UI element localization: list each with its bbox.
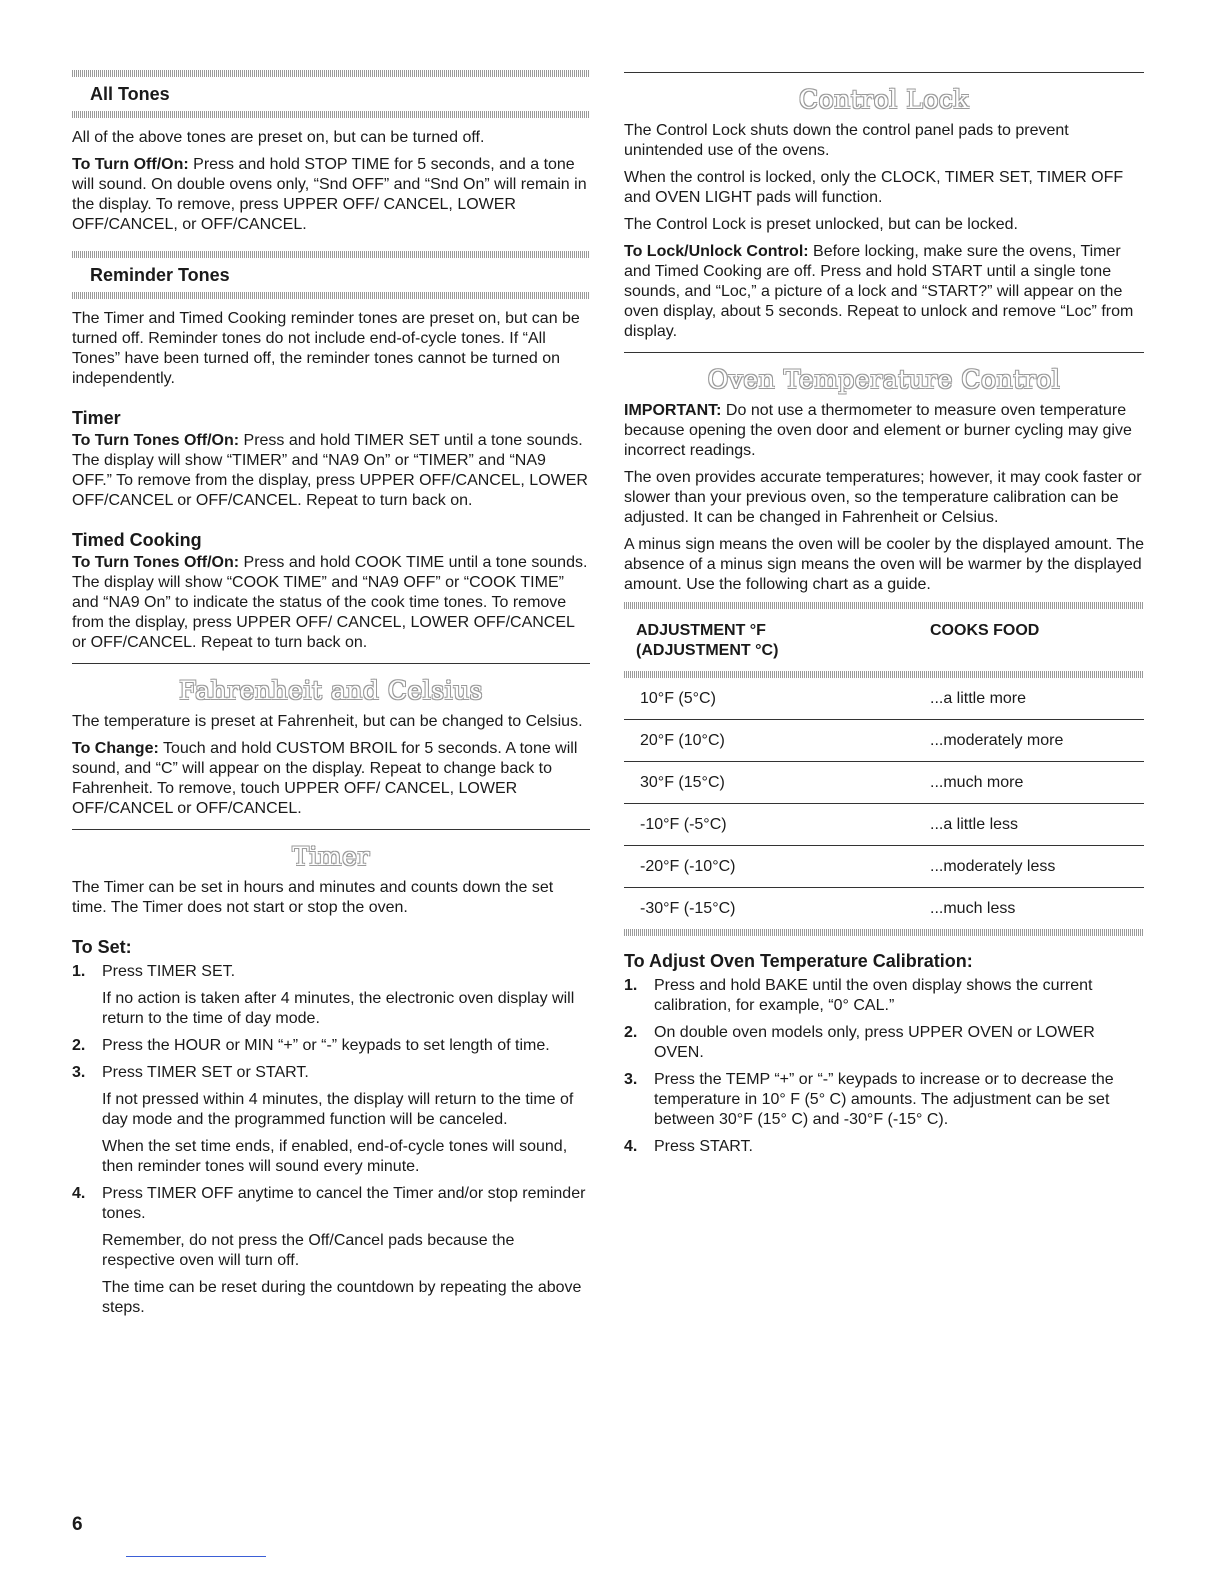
- table-row: [624, 720, 1144, 762]
- control-lock-title: Control Lock: [798, 85, 970, 114]
- table-row: [624, 888, 1144, 930]
- step-item: [624, 976, 1144, 1016]
- footer-link-rule: [126, 1556, 266, 1557]
- hatch-rule: [624, 602, 1144, 609]
- all-tones-instructions: [72, 155, 590, 235]
- timer-steps: [72, 962, 590, 1318]
- section-rule: [624, 72, 1144, 73]
- reminder-tones-text: The Timer and Timed Cooking reminder tones are preset on, but can be turned off. Reminder tones do not include end-of-cycle tones. If “All Tones” have been turned off, the reminder tones cannot be turned on independently.: [72, 310, 580, 387]
- reminder-tones-heading-box: [72, 251, 590, 299]
- text: Press and hold COOK TIME until a tone sounds. The display will show “COOK TIME” and “NA9 OFF” or “COOK TIME” and “NA9 On” to indicate the status of the cook time tones. To remove from the display, press UPPER OFF/ CANCEL, LOWER OFF/CANCEL or OFF/CANCEL. Repeat to turn back on.: [72, 554, 588, 651]
- cooks-cell: ...much more: [930, 762, 1144, 804]
- step-item: [624, 1070, 1144, 1130]
- adj-cell: 30°F (15°C): [624, 762, 930, 804]
- step-note: Remember, do not press the Off/Cancel pads because the respective oven will turn off.: [102, 1232, 515, 1269]
- step-number: 2.: [624, 1024, 638, 1041]
- step-number: 2.: [72, 1037, 86, 1054]
- header-adjustment: [624, 613, 930, 671]
- step-item: [72, 962, 590, 1029]
- step-number: 4.: [624, 1138, 638, 1155]
- table-row: [624, 762, 1144, 804]
- step-text: Press TIMER OFF anytime to cancel the Timer and/or stop reminder tones.: [102, 1185, 586, 1222]
- control-lock-p4: [624, 242, 1144, 342]
- hatch-rule: [72, 70, 590, 77]
- left-column: [72, 70, 590, 1325]
- label: To Lock/Unlock Control:: [624, 243, 809, 260]
- label: To Turn Off/On:: [72, 156, 189, 173]
- table-header-row: [624, 613, 1144, 671]
- step-text: Press TIMER SET or START.: [102, 1064, 309, 1081]
- oven-temp-title: Oven Temperature Control: [707, 365, 1061, 394]
- text: Touch and hold CUSTOM BROIL for 5 seconds. A tone will sound, and “C” will appear on the display. Repeat to change back to Fahrenheit. To remove, touch UPPER OFF/ CANCEL, LOWER OFF/CANCEL or OFF/CANCEL.: [72, 740, 578, 817]
- timer-tones-text: [72, 431, 590, 511]
- table-row: [624, 804, 1144, 846]
- cooks-cell: ...moderately less: [930, 846, 1144, 888]
- step-text: Press TIMER SET.: [102, 963, 236, 980]
- right-column: [624, 70, 1144, 1164]
- timed-cooking-text: [72, 553, 590, 653]
- hatch-rule: [624, 929, 1144, 936]
- reminder-tones-title: Reminder Tones: [90, 265, 230, 285]
- step-note: If no action is taken after 4 minutes, the electronic oven display will return to the time of day mode.: [102, 990, 575, 1027]
- label: To Turn Tones Off/On:: [72, 554, 240, 571]
- cooks-cell: ...much less: [930, 900, 1016, 917]
- fahrenheit-text: The temperature is preset at Fahrenheit, but can be changed to Celsius.: [72, 713, 583, 730]
- control-lock-p3: The Control Lock is preset unlocked, but can be locked.: [624, 216, 1018, 233]
- step-number: 1.: [72, 963, 86, 980]
- all-tones-text: All of the above tones are preset on, but can be turned off.: [72, 129, 485, 146]
- step-text: Press the TEMP “+” or “-” keypads to increase or to decrease the temperature in 10° F (5° C) amounts. The adjustment can be set between 30°F (15° C) and -30°F (-15° C).: [654, 1071, 1114, 1128]
- hatch-rule: [72, 251, 590, 258]
- section-rule: [624, 352, 1144, 353]
- all-tones-title: All Tones: [90, 84, 170, 104]
- label: To Turn Tones Off/On:: [72, 432, 240, 449]
- step-text: Press START.: [654, 1138, 753, 1155]
- step-note: If not pressed within 4 minutes, the display will return to the time of day mode and the programmed function will be canceled.: [102, 1091, 574, 1128]
- step-item: [72, 1184, 590, 1318]
- control-lock-p2: When the control is locked, only the CLOCK, TIMER SET, TIMER OFF and OVEN LIGHT pads will function.: [624, 169, 1124, 206]
- calibration-steps: [624, 976, 1144, 1157]
- oven-temp-important: [624, 401, 1144, 461]
- hatch-rule: [72, 292, 590, 299]
- timer-intro-text: The Timer can be set in hours and minutes and counts down the set time. The Timer does not start or stop the oven.: [72, 879, 554, 916]
- timed-cooking-title: Timed Cooking: [72, 530, 202, 550]
- section-rule: [72, 663, 590, 664]
- header-adj-f: ADJUSTMENT °F: [636, 622, 766, 639]
- adj-cell: -30°F (-15°C): [640, 900, 736, 917]
- step-text: Press the HOUR or MIN “+” or “-” keypads to set length of time.: [102, 1037, 550, 1054]
- table-row: [624, 846, 1144, 888]
- label: To Change:: [72, 740, 159, 757]
- adjust-calibration-title: To Adjust Oven Temperature Calibration:: [624, 951, 973, 971]
- header-cooks-food: COOKS FOOD: [930, 622, 1040, 639]
- adj-cell: 20°F (10°C): [624, 720, 930, 762]
- text: Press and hold STOP TIME for 5 seconds, and a tone will sound. On double ovens only, “Snd OFF” and “Snd On” will remain in the display. To remove, press UPPER OFF/ CANCEL, LOWER OFF/CANCEL, or OFF/CANCEL.: [72, 156, 587, 233]
- timer-section-title: Timer: [292, 842, 370, 871]
- header-adj-c: (ADJUSTMENT °C): [636, 642, 779, 659]
- oven-temp-p2: The oven provides accurate temperatures; however, it may cook faster or slower than your previous oven, so the temperature calibration can be adjusted. It can be changed in Fahrenheit or Celsius.: [624, 469, 1142, 526]
- fahrenheit-celsius-title: Fahrenheit and Celsius: [178, 676, 484, 705]
- hatch-rule: [72, 111, 590, 118]
- fahrenheit-change-text: [72, 739, 590, 819]
- cooks-cell: ...moderately more: [930, 720, 1144, 762]
- adjustment-table: [624, 613, 1144, 929]
- step-number: 4.: [72, 1185, 86, 1202]
- oven-temp-p3: A minus sign means the oven will be cooler by the displayed amount. The absence of a minus sign means the oven will be warmer by the displayed amount. Use the following chart as a guide.: [624, 536, 1144, 593]
- timer-tones-title: Timer: [72, 408, 121, 428]
- text: Press and hold TIMER SET until a tone sounds. The display will show “TIMER” and “NA9 On” or “TIMER” and “NA9 OFF.” To remove from the display, press UPPER OFF/CANCEL, LOWER OFF/CANCEL or OFF/CANCEL. Repeat to turn back on.: [72, 432, 588, 509]
- step-item: [72, 1063, 590, 1177]
- step-number: 3.: [624, 1071, 638, 1088]
- adj-cell: -20°F (-10°C): [624, 846, 930, 888]
- step-number: 3.: [72, 1064, 86, 1081]
- text: Before locking, make sure the ovens, Timer and Timed Cooking are off. Press and hold START until a single tone sounds, and “Loc,” a picture of a lock and “START?” will appear on the oven display, about 5 seconds. Repeat to unlock and remove “Loc” from display.: [624, 243, 1134, 340]
- adj-cell: 10°F (5°C): [624, 678, 930, 720]
- cooks-cell: ...a little more: [930, 678, 1144, 720]
- adj-cell: -10°F (-5°C): [624, 804, 930, 846]
- control-lock-p1: The Control Lock shuts down the control panel pads to prevent unintended use of the ovens.: [624, 122, 1069, 159]
- table-row: [624, 678, 1144, 720]
- step-item: [624, 1023, 1144, 1063]
- to-set-title: To Set:: [72, 937, 132, 957]
- section-rule: [72, 829, 590, 830]
- step-text: Press and hold BAKE until the oven display shows the current calibration, for example, “0° CAL.”: [654, 977, 1093, 1014]
- hatch-rule: [624, 671, 1144, 678]
- label: IMPORTANT:: [624, 402, 722, 419]
- step-text: On double oven models only, press UPPER OVEN or LOWER OVEN.: [654, 1024, 1095, 1061]
- all-tones-heading-box: [72, 70, 590, 118]
- step-note: The time can be reset during the countdown by repeating the above steps.: [102, 1279, 582, 1316]
- text: Do not use a thermometer to measure oven temperature because opening the oven door and element or burner cycling may give incorrect readings.: [624, 402, 1132, 459]
- step-item: [624, 1137, 1144, 1157]
- step-item: [72, 1036, 590, 1056]
- step-note: When the set time ends, if enabled, end-of-cycle tones will sound, then reminder tones will sound every minute.: [102, 1138, 568, 1175]
- step-number: 1.: [624, 977, 638, 994]
- page-number: 6: [72, 1514, 83, 1535]
- cooks-cell: ...a little less: [930, 804, 1144, 846]
